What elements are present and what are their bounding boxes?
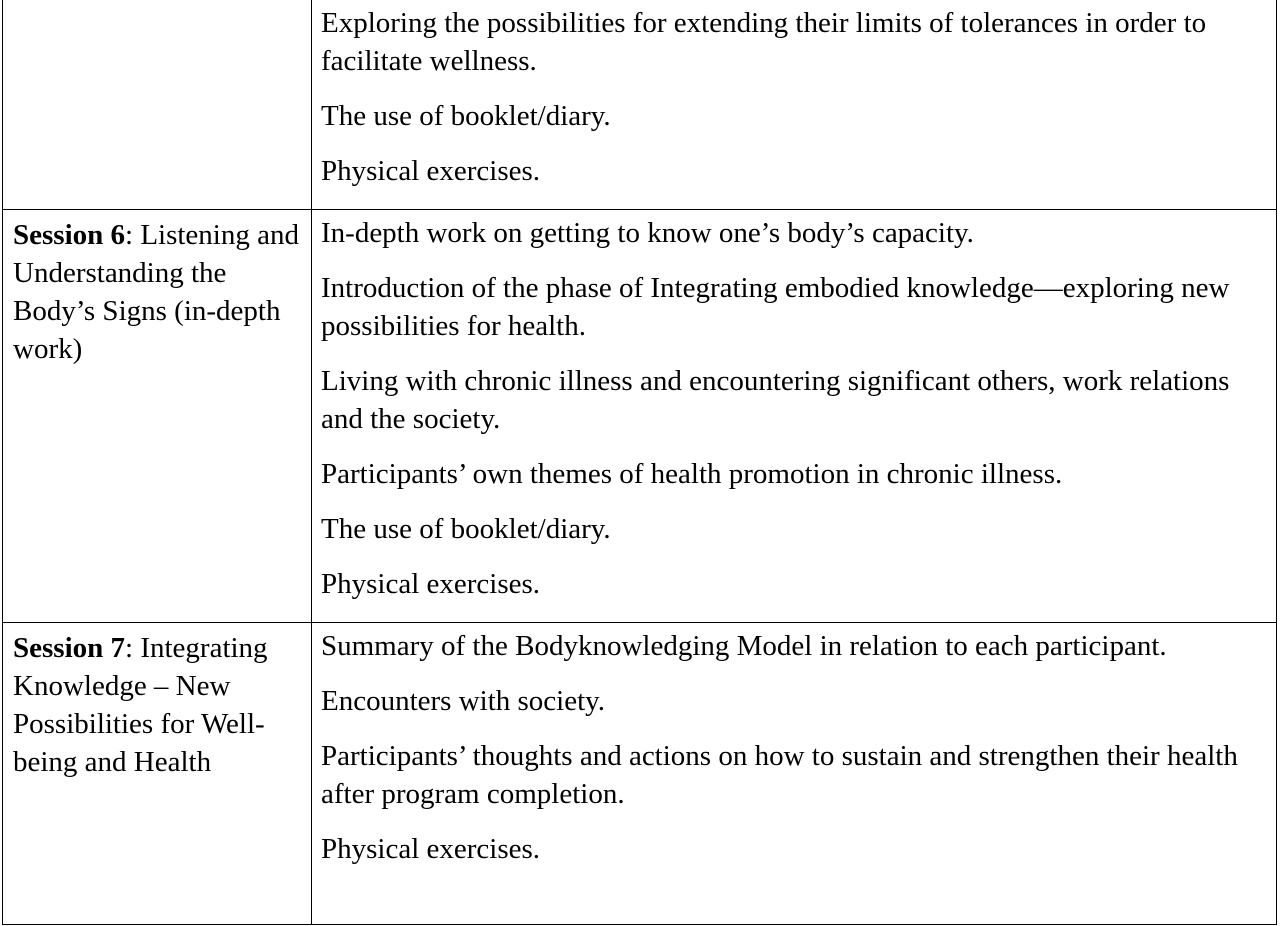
table-row — [3, 622, 1277, 924]
list-item: Physical exercises. — [321, 155, 541, 187]
list-item: Physical exercises. — [321, 567, 541, 600]
table-row — [3, 209, 1277, 622]
list-item: The use of booklet/diary. — [321, 512, 611, 545]
session-label: Session 6 — [13, 218, 126, 251]
content-cell — [312, 209, 1277, 622]
list-item: Physical exercises. — [321, 832, 541, 865]
program-table — [2, 0, 1277, 925]
list-item: Exploring the possibilities for extending their limits of tolerances in order to facilitate wellness. — [321, 7, 1207, 77]
list-item: Participants’ thoughts and actions on how to sustain and strengthen their health after program completion. — [321, 739, 1238, 810]
content-cell — [312, 0, 1277, 209]
list-item: In-depth work on getting to know one’s body’s capacity. — [321, 216, 974, 249]
session-label: Session 7 — [13, 631, 126, 664]
session-cell — [3, 0, 312, 209]
list-item: Encounters with society. — [321, 684, 606, 717]
list-item: Living with chronic illness and encountering significant others, work relations and the society. — [321, 364, 1230, 435]
list-item: Introduction of the phase of Integrating embodied knowledge—exploring new possibilities for health. — [321, 271, 1230, 342]
table-row — [3, 0, 1277, 209]
list-item: Participants’ own themes of health promotion in chronic illness. — [321, 457, 1063, 490]
session-title: : Listening and Understanding the Body’s Signs (in-depth work) — [13, 218, 299, 365]
list-item: The use of booklet/diary. — [321, 100, 611, 132]
list-item: Summary of the Bodyknowledging Model in relation to each participant. — [321, 629, 1167, 662]
session-cell — [3, 209, 312, 622]
content-cell — [312, 622, 1277, 924]
session-cell — [3, 622, 312, 924]
session-title: : Integrating Knowledge – New Possibilities for Well-being and Health — [13, 631, 268, 778]
